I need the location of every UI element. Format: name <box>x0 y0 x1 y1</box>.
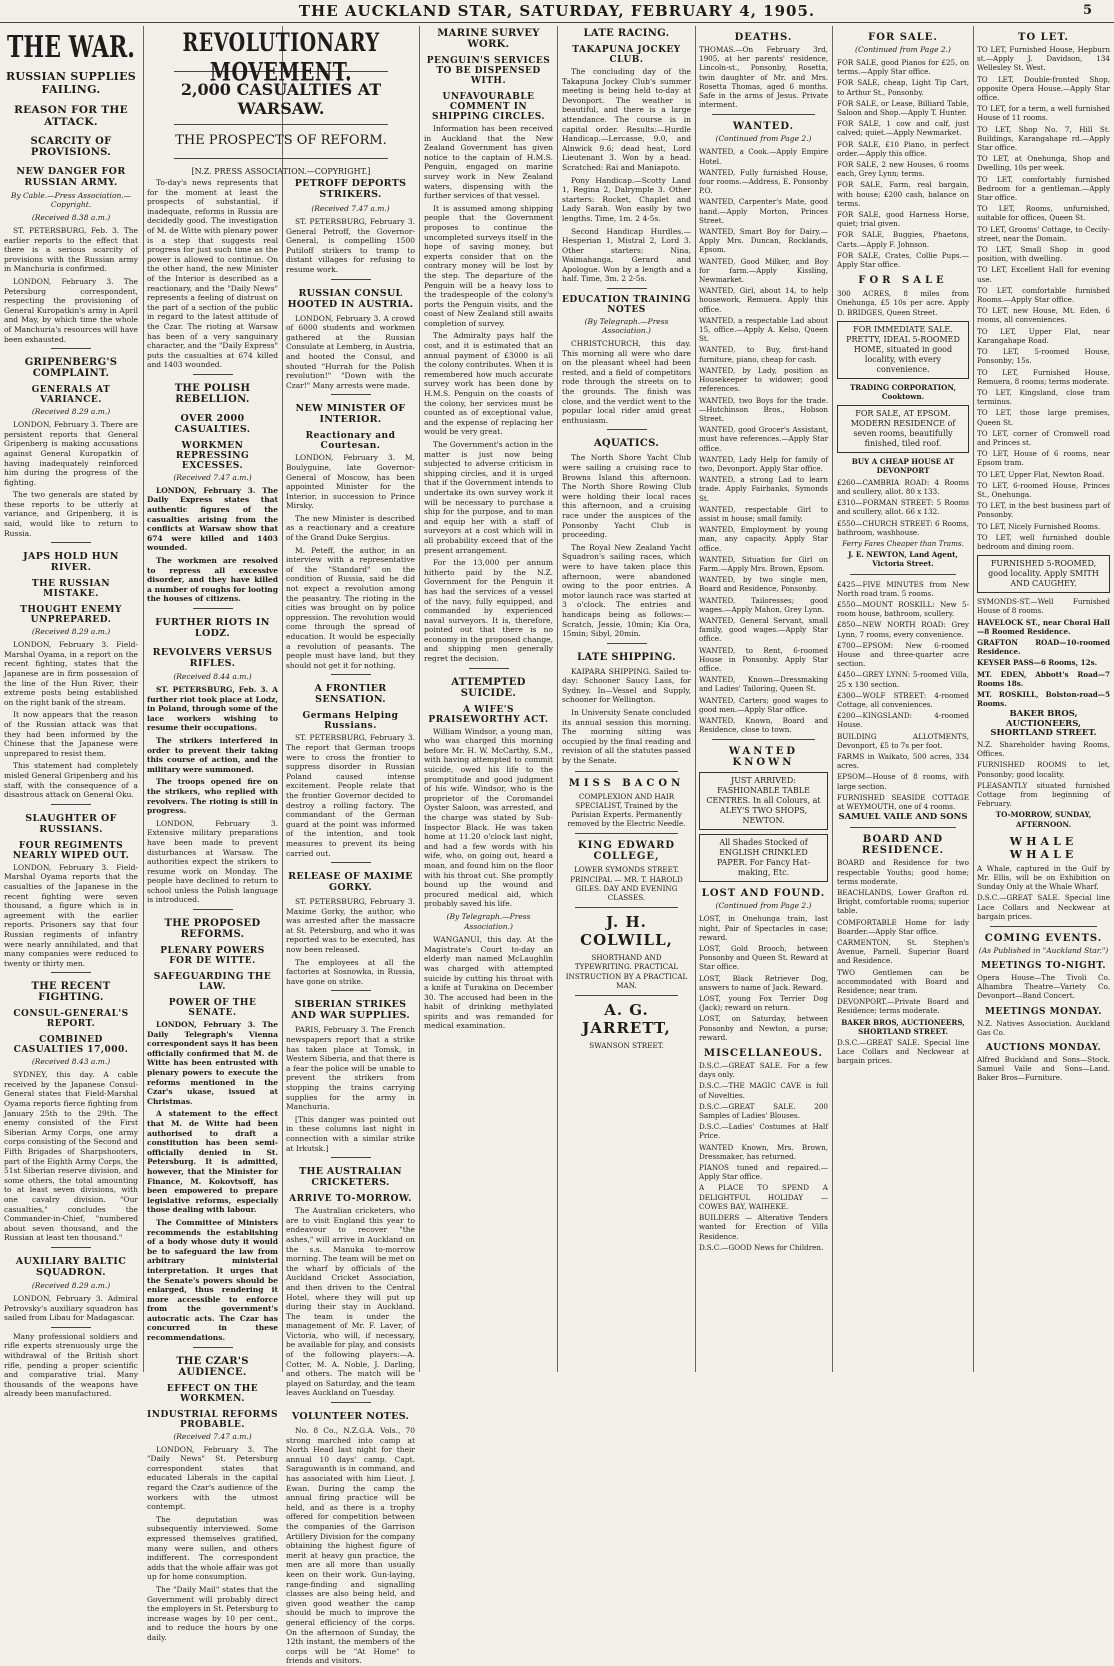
to-let-ad: TO LET, Double-fronted Shop, opposite Opera House.—Apply Star office. <box>977 74 1110 103</box>
wanted-ad: WANTED, Good Milker, and Boy for farm.—Apply Kissling, Newmarket. <box>699 256 828 285</box>
for-sale-ad: FOR SALE, 2 new Houses, 6 rooms each, Grey Lynn; terms. <box>837 160 969 179</box>
section-heading: THE AUSTRALIAN CRICKETERS. <box>299 1166 402 1189</box>
ad-colwill: J. H. COLWILL, <box>580 913 673 950</box>
death-notice: THOMAS.—On February 3rd, 1905, at her parents' residence, Lincoln-st., Ponsonby, Rosetta, twin daughter of Mr. and Mrs. Rosetta Thomas, aged 6 months. Safe in the arms of Jesus. Private interment. <box>699 45 828 110</box>
wanted-ad: WANTED, Smart Boy for Dairy.—Apply Mrs. Duncan, Rocklands, Epsom. <box>699 227 828 255</box>
let-ad: N.Z. Shareholder having Rooms, Offices. <box>977 740 1110 759</box>
ad-text: Alfred Buckland and Sons—Stock. Samuel Vaile and Sons—Land. Baker Bros—Furniture. <box>977 1055 1110 1083</box>
meetings-heading: MEETINGS TO-NIGHT. <box>980 961 1107 972</box>
paragraph: LONDON, February 3. Admiral Petrovsky's auxiliary squadron has sailed from Libau for Madagascar. <box>4 1293 138 1323</box>
for-sale-heading-2: FOR SALE <box>858 275 948 287</box>
for-sale-ad: FOR SALE, Farm, real bargain, with house; £200 cash, balance on terms. <box>837 180 969 208</box>
ad-baker-bros: BAKER BROS, AUCTIONEERS, SHORTLAND STREET. <box>990 709 1097 738</box>
paragraph: The Government's action in the matter is just now being subjected to adverse criticism in shipping circles, and it is urged that if the Government intends to undertake its own survey work it will be necessary to purchase a ship for the purpose, and to man and equip her with a staff of surveyors at a cost which will in all probability exceed that of the present arrangement. <box>424 440 553 555</box>
property-ad: EPSOM—House of 8 rooms, with large section. <box>837 772 969 791</box>
dsc-ad: D.S.C.—THE MAGIC CAVE is full of Novelties. <box>699 1081 828 1100</box>
board-ad: BOARD and Residence for two respectable Youths; good home; terms moderate. <box>837 858 969 886</box>
paragraph: In University Senate concluded its annual session this morning. The morning sitting was occupied by the final reading and revision of all the statutes passed by the Senate. <box>562 708 691 766</box>
paragraph: ST. PETERSBURG, February 3. General Petroff, the Governor-General, is compelling 1500 Putiloff strikers to tramp to distant villages for refusing to resume work. <box>286 217 415 274</box>
ad-dsc: D.S.C.—GREAT SALE. Special line Lace Collars and Neckwear at bargain prices. <box>837 1038 969 1066</box>
subhead: SCARCITY OF PROVISIONS. <box>30 136 112 158</box>
section-heading: LATE RACING. <box>583 28 670 39</box>
wanted-ad: WANTED, a respectable Lad about 15, office.—Apply A. Kelso, Queen St. <box>699 315 828 344</box>
paragraph: It now appears that the reason of the Russian attack was that they had been informed by the Chinese that the Japanese were unprepared to resist them. <box>4 710 138 758</box>
paragraph: LONDON, February 3. Field-Marshal Oyama reports that the casualties of the Japanese in the recent fighting were seven thousand, a figure which is in agreement with the earlier reports. Prisoners say that four Russian regiments of infantry were nearly annihilated, and that many companies were reduced to twenty or thirty men. <box>4 862 138 968</box>
headline-the-war: THE WAR. <box>7 30 135 66</box>
section-heading: RELEASE OF MAXIME GORKY. <box>288 871 413 894</box>
wanted-ad: WANTED, Known, Board and Residence, close to town. <box>699 716 828 735</box>
to-let-ad: TO LET, Rooms, unfurnished, suitable for offices, Queen St. <box>977 204 1110 223</box>
subhead: REASON FOR THE ATTACK. <box>14 104 128 128</box>
section-heading: THE RECENT FIGHTING. <box>31 981 111 1004</box>
paragraph: LONDON, February 3. A crowd of 6000 students and workmen gathered at the Russian Consulate at Lemberg, in Austria, and hooted the Consul, and shouted "Hurrah for the Polish revolution!" "Down with the Czar!" Many arrests were made. <box>286 313 415 390</box>
to-let-heading: TO LET. <box>1018 32 1069 43</box>
for-sale-ad: FOR SALE, good Harness Horse, quiet; trial given. <box>837 210 969 229</box>
ad-vaile: SAMUEL VAILE AND SONS <box>838 812 968 823</box>
ad-text: N.Z. Natives Association. Auckland Gas Co. <box>977 1018 1110 1037</box>
meetings-heading: MEETINGS MONDAY. <box>985 1006 1102 1017</box>
wanted-ad: WANTED, good Grocer's Assistant, must have references.—Apply Star office. <box>699 425 828 453</box>
paragraph: M. Peteff, the author, in an interview with a representative of the "Standard" on the condition of Russia, said he did not expect a revolution among the peasantry. The rioting in the cities was brought on by police oppression. The revolution would come through the spread of education. It would be especially a revolution of peasants. The people must have land, but they should not get it for nothing. <box>286 545 415 670</box>
section-subheading: INDUSTRIAL REFORMS PROBABLE. <box>147 1409 278 1430</box>
section-subheading: SAFEGUARDING THE LAW. <box>153 972 272 993</box>
lost-ad: LOST, young Fox Terrier Dog (Jack); reward on return. <box>699 994 828 1013</box>
to-let-ad: TO LET, well furnished double bedroom and dining room. <box>977 532 1110 551</box>
paragraph: LONDON, February 3. The "Daily News" St. Petersburg correspondent states that educated Liberals in the capital regard the Czar's audience of the workers with the utmost contempt. <box>147 1444 278 1512</box>
ad-text: SYMONDS-ST.—Well Furnished House of 8 rooms. <box>977 597 1110 616</box>
wanted-ad: WANTED, Known—Dressmaking and Ladies' Tailoring, Queen St. <box>699 675 828 694</box>
coming-events-heading: COMING EVENTS. <box>984 933 1103 945</box>
for-sale-ad: FOR SALE, good Pianos for £25, on terms.—Apply Star office. <box>837 58 969 77</box>
ad-text: A Whale, captured in the Gulf by Mr. Ellis, will be on Exhibition on Sunday Only at the Whale Wharf. <box>977 863 1110 892</box>
column-marine-survey <box>424 26 553 1374</box>
ad-text: KEYSER PASS—6 Rooms, 12s. <box>977 658 1098 668</box>
to-let-ad: TO LET, Furnished House, Remuera, 8 rooms; terms moderate. <box>977 367 1110 386</box>
lost-ad: LOST, on Saturday, between Ponsonby and Newton, a purse; reward. <box>699 1014 828 1042</box>
to-let-ad: TO LET, Upper Flat, Newton Road. <box>977 469 1105 479</box>
paragraph: ST. PETERSBURG, Feb. 3. The earlier reports to the effect that there is a serious scarcity of provisions with the Russian army in Manchuria is confirmed. <box>4 226 138 274</box>
to-let-ad: TO LET, 6-roomed House, Princes St., Onehunga. <box>977 480 1110 499</box>
section-heading: EDUCATION TRAINING NOTES <box>562 295 691 316</box>
credit-line: (By Telegraph.—Press Association.) <box>446 911 531 931</box>
paragraph: The Admiralty pays half the cost, and it is estimated that an annual payment of £3000 is all the colony contributes. When it is remembered how much accurate survey work has been done by H.M.S. Penguin on the coasts of the colony, her services must be counted as of exceptional value, and the expense of replacing her would be very great. <box>424 331 553 437</box>
paragraph: ST. PETERSBURG, February 3. Maxime Gorky, the author, who was arrested after the massacre at St. Petersburg, and who it was reported was to be executed, has now been released. <box>286 897 415 955</box>
section-subheading: REVOLVERS VERSUS RIFLES. <box>152 647 273 669</box>
continued-note: (Continued from Page 2.) <box>715 901 812 911</box>
wanted-ad: WANTED, Carpenter's Mate, good hand.—Apply Morton, Princes Street. <box>699 197 828 225</box>
ad-text: HAVELOCK ST., near Choral Hall—8 Roomed Residence. <box>977 617 1110 636</box>
dsc-ad: D.S.C.—Ladies' Costumes at Half Price. <box>699 1122 828 1141</box>
section-heading: THE POLISH REBELLION. <box>174 382 251 405</box>
paragraph: Many professional soldiers and rifle experts strenuously urge the withdrawal of the British short rifle, pending a proper scientific and comparative trial. Many thousands of the weapons have already been manufactured. <box>4 1331 138 1399</box>
to-let-ad: TO LET, new House, Mt. Eden, 6 rooms, all conveniences. <box>977 306 1110 325</box>
paragraph: For the 13,000 per annum hitherto paid by the N.Z. Government for the Penguin it has had the services of a vessel of the navy, fully equipped, and commanded by experienced naval surveyors. It is, therefore, pointed out that there is no economy in the proposed change, and shipping men generally regret the decision. <box>424 558 553 664</box>
to-let-ad: TO LET, Small Shop in good position, with dwelling. <box>977 245 1110 264</box>
section-subheading: THE RUSSIAN MISTAKE. <box>31 579 111 600</box>
let-ad: FURNISHED ROOMS to let, Ponsonby; good locality. <box>977 760 1110 779</box>
ad-text: SHORTHAND AND TYPEWRITING. PRACTICAL INSTRUCTION BY A PRACTICAL MAN. <box>565 953 688 990</box>
property-ad: FURNISHED SEASIDE COTTAGE at WEYMOUTH, one of 4 rooms. <box>837 792 969 811</box>
property-ad: £425—FIVE MINUTES from New North road tram. 5 rooms. <box>837 579 969 598</box>
lost-ad: LOST, in Onehunga train, last night, Pair of Spectacles in case; reward. <box>699 914 828 942</box>
section-subheading: GENERALS AT VARIANCE. <box>31 385 111 406</box>
to-let-ad: TO LET, Nicely Furnished Rooms. <box>977 521 1101 531</box>
paragraph: Second Handicap Hurdles.—Hesperian 1, Mistral 2, Lord 3. Other starters: Nina, Waimahanga, Gerard and Apologue. Won by a length and a half. Time, 3m. 2 2-5s. <box>562 226 691 284</box>
continued-note: (Continued from Page 2.) <box>855 45 951 54</box>
wanted-list <box>699 147 828 734</box>
property-ad: £300—WOLF STREET: 4-roomed Cottage, all conveniences. <box>837 690 969 709</box>
ad-text: SWANSON STREET. <box>589 1041 664 1051</box>
to-let-ad: TO LET, at Onehunga, Shop and Dwelling, 10s per week. <box>977 154 1110 173</box>
misc-let-list <box>977 740 1110 808</box>
to-let-ad: TO LET, Excellent Hall for evening use. <box>977 265 1110 284</box>
price-list <box>837 478 969 537</box>
lost-list <box>699 914 828 1042</box>
paragraph: The two generals are stated by these reports to be utterly at variance, and Gripenberg, it is said, would like to return to Russia. <box>4 490 138 538</box>
auctions-heading: AUCTIONS MONDAY. <box>985 1043 1102 1054</box>
to-let-ad: TO LET, Upper Flat, near Karangahape Road. <box>977 326 1110 345</box>
deaths-heading: DEATHS. <box>734 32 793 43</box>
ad-devonport: BUY A CHEAP HOUSE AT DEVONPORT <box>851 457 955 476</box>
misc-ad: PIANOS tuned and repaired.—Apply Star office. <box>699 1163 828 1182</box>
page-number: 5 <box>1082 3 1092 18</box>
section-heading: NEW MINISTER OF INTERIOR. <box>295 403 406 426</box>
ad-aley: JUST ARRIVED: FASHIONABLE TABLE CENTRES. In all Colours, at ALEY'S TWO SHOPS, NEWTON. <box>699 772 828 830</box>
let-ad: PLEASANTLY situated furnished Cottage from beginning of February. <box>977 780 1110 809</box>
section-subheading: A WIFE'S PRAISEWORTHY ACT. <box>428 704 549 725</box>
misc-ad: WANTED Known, Mrs. Brown, Dressmaker, has returned. <box>699 1142 828 1161</box>
paragraph: William Windsor, a young man, who was charged this morning before Mr. H. W. McCarthy, S.M., with having attempted to commit suicide, owed his life to the promptitude and good judgment of his wife. Windsor, who is the proprietor of the Coromandel Oyster Saloon, was arrested, and the charge was stated by Sub-Inspector Black. He was taken home at 11.20 o'clock last night, and had a few words with his wife, who, on going out, heard a moan, and found him on the floor with his throat cut. She promptly bound up the wound and procured medical aid, which probably saved his life. <box>424 726 553 909</box>
misc-heading: MISCELLANEOUS. <box>704 1048 823 1060</box>
board-list <box>837 858 969 1015</box>
paragraph: WANGANUI, this day. At the Magistrate's Court to-day an elderly man named McLaughlin was charged with attempted suicide by cutting his throat with a knife at Turakina on December 30. The accused had been in the habit of drinking methylated spirits and was remanded for medical examination. <box>424 935 553 1031</box>
ad-text: MT. EDEN, Abbott's Road—7 Rooms 18s. <box>977 669 1110 688</box>
section-heading: PETROFF DEPORTS STRIKERS. <box>294 178 407 200</box>
wanted-ad: WANTED, Carters; good wages to good men.—Apply Star office. <box>699 695 828 714</box>
section-subheading: UNFAVOURABLE COMMENT IN SHIPPING CIRCLES. <box>431 92 546 122</box>
column-petroff <box>286 178 415 1666</box>
credit-line: By Cable.—Press Association.—Copyright. <box>10 191 132 209</box>
property-ad: BUILDING ALLOTMENTS, Devonport, £5 to 7s per foot. <box>837 731 969 750</box>
paragraph: This statement had completely misled General Gripenberg and his staff, with the consequence of a disastrous attack on General Oku. <box>4 761 138 800</box>
misc-list <box>699 1143 828 1252</box>
section-subheading: POWER OF THE SENATE. <box>168 998 257 1019</box>
price-ad: £310—FORMAN STREET: 5 Rooms and scullery, allot. 66 x 132. <box>837 498 969 517</box>
lost-ad: LOST, Gold Brooch, between Ponsonby and Queen St. Reward at Star office. <box>699 944 828 972</box>
paragraph: Information has been received in Auckland that the New Zealand Government has given notice to the captain of H.M.S. Penguin, engaged on marine survey work in New Zealand waters, dispensing with the further services of that vessel. <box>424 124 553 201</box>
for-sale-ad: FOR SALE, 1 cow and calf, just calved; quiet.—Apply Newmarket. <box>837 119 969 138</box>
paragraph: The Australian cricketers, who are to visit England this year to endeavour to recover "the ashes," will arrive in Auckland on the s.s. Manuka to-morrow morning. The team will be met on the wharf by officials of the Auckland Cricket Association, and then driven to the Central Hotel, where they will put up during their stay in Auckland. The team is under the management of Mr. F. Laver, of Victoria, who will, if necessary, be available for play, and consists of the following players:—A. Cotter, M. A. Noble, J. Darling, and others. The match will be played on Saturday, and the team leaves Auckland on Tuesday. <box>286 1206 415 1398</box>
to-let-ad: TO LET, Furnished House, Hepburn st.—Apply J. Davidson, 134 Wellesley St. West. <box>977 45 1110 73</box>
section-heading: RUSSIAN CONSUL HOOTED IN AUSTRIA. <box>287 287 414 310</box>
paragraph: The workmen are resolved to repress all excessive disorder, and they have killed a number of roughs for looting the houses of citizens. <box>147 556 278 604</box>
received-time: (Received 8.29 a.m.) <box>31 627 111 637</box>
board-ad: TWO Gentlemen can be accommodated with Board and Residence; near tram. <box>837 967 969 996</box>
property-ad: £850—NEW NORTH ROAD: Grey Lynn, 7 rooms, every convenience. <box>837 620 969 639</box>
paragraph: LONDON, February 3. The Daily Express states that authentic figures of the casualties arising from the conflicts at Warsaw show that 674 were killed and 1403 wounded. <box>147 485 278 553</box>
wanted-ad: WANTED, Employment by young man, any capacity. Apply Star office. <box>699 525 828 553</box>
to-let-ad: TO LET, Grooms' Cottage, to Cecily-street, near the Domain. <box>977 224 1110 243</box>
property-ad: £550—MOUNT ROSKILL: New 5-room house, bathroom, scullery. <box>837 599 969 619</box>
for-sale-ad: FOR SALE, Buggies, Phaetons, Carts.—Apply F. Johnson. <box>837 230 969 249</box>
section-subheading: THOUGHT ENEMY UNPREPARED. <box>20 605 122 626</box>
paragraph: The strikers interfered in order to prevent their taking this course of action, and the military were summoned. <box>147 735 278 774</box>
misc-ad: D.S.C.—GOOD News for Children. <box>699 1242 824 1252</box>
section-heading: VOLUNTEER NOTES. <box>291 1411 410 1423</box>
received-time: (Received 8.29 a.m.) <box>31 407 111 417</box>
ad-tomorrow: TO-MORROW, SUNDAY, AFTERNOON. <box>995 810 1092 829</box>
ad-whale: WHALE WHALE <box>1009 834 1078 861</box>
section-subheading: CONSUL-GENERAL'S REPORT. <box>13 1009 129 1030</box>
wanted-ad: WANTED, a strong Lad to learn trade. Apply Fairbanks, Symonds St. <box>699 475 828 503</box>
ad-text: Opera House—The Tivoli Co. Alhambra Theatre—Variety Co. Devonport—Band Concert. <box>977 973 1110 1001</box>
price-ad: £260—CAMBRIA ROAD: 4 Rooms and scullery, allot. 80 x 133. <box>837 477 969 496</box>
coming-events-sub: (As Published in "Auckland Star.") <box>978 946 1109 956</box>
paragraph: To-day's news represents that for the moment at least the prospects of substantial, if inadequate, reforms in Russia are decidedly good. The investigation of M. de Witte with plenary power is a step that suggests real progress for just such time as the power is allowed to continue. On the other hand, the new Minister of the Interior is described as a reactionary, and the "Daily News" represents a feeling of distrust on the part of a section of the public in regard to the latest attitude of the Czar. The rioting at Warsaw has been of a very sanguinary character, and the "Daily Express" puts the casualties at 674 killed and 1403 wounded. <box>147 178 278 370</box>
paragraph: The employees at all the factories at Sosnowka, in Russia, have gone on strike. <box>286 957 415 986</box>
paragraph: [This danger was pointed out in these columns last night in connection with a similar strike at Irkutsk.] <box>286 1114 415 1153</box>
section-subheading: FOUR REGIMENTS NEARLY WIPED OUT. <box>12 840 130 861</box>
property-ad: £200—KINGSLAND: 4-roomed House. <box>837 711 969 730</box>
article-body <box>4 226 138 344</box>
to-let-ad: TO LET, for a term, a well furnished House of 11 rooms. <box>977 104 1110 123</box>
section-heading: JAPS HOLD HUN RIVER. <box>23 551 119 574</box>
revolution-body-a <box>147 178 278 1642</box>
ad-jarrett: A. G. JARRETT, <box>582 1001 671 1038</box>
to-let-ad: TO LET, House of 6 rooms, near Epsom tram. <box>977 449 1110 468</box>
misc-ad: BUILDERS — Alterative Tenders wanted for Erection of Villa Residence. <box>699 1213 828 1241</box>
section-heading: MARINE SURVEY WORK. <box>437 28 540 50</box>
section-subheading: OVER 2000 CASUALTIES. <box>174 412 251 435</box>
section-heading: LATE SHIPPING. <box>577 651 676 663</box>
wanted-ad: WANTED, Girl, about 14, to help housework, Remuera. Apply this office. <box>699 286 828 314</box>
received-time: (Received 8.43 a.m.) <box>31 1057 111 1067</box>
section-subheading: PLENARY POWERS FOR DE WITTE. <box>160 946 265 967</box>
received-time: (Received 8.44 a.m.) <box>173 672 252 681</box>
credit-line: (By Telegraph.—Press Association.) <box>584 317 669 336</box>
paragraph: PARIS, February 3. The French newspapers report that a strike has taken place at Tomsk, in Western Siberia, and that there is a fear the police will be unable to prevent the strikers from stopping the trains carrying supplies for the army in Manchuria. <box>286 1025 415 1112</box>
section-heading: GRIPENBERG'S COMPLAINT. <box>24 357 118 380</box>
for-sale-list <box>837 58 969 269</box>
wanted-ad: WANTED, Situation for Girl on Farm.—Apply Mrs. Brown, Epsom. <box>699 554 828 573</box>
section-subheading: PENGUIN'S SERVICES TO BE DISPENSED WITH. <box>426 56 551 86</box>
ad-king-edward-college: KING EDWARD COLLEGE, <box>577 840 676 863</box>
received-time: (Received 8.38 a.m.) <box>31 213 111 222</box>
dsc-ad: D.S.C.—GREAT SALE. For a few days only. <box>699 1061 828 1080</box>
to-let-list <box>977 45 1110 551</box>
paragraph: KAIPARA SHIPPING. Sailed to-day: Schooner Saucy Lass, for Sydney. In—Vessel and Supply, schooner for Wellington. <box>562 666 691 705</box>
masthead-title: THE AUCKLAND STAR, SATURDAY, FEBRUARY 4, 1905. <box>298 2 816 20</box>
paragraph: ST. PETERSBURG, Feb. 3. A further riot took place at Lodz, in Poland, through some of the lace workers wishing to resume their occupations. <box>147 685 278 733</box>
wanted-ad: WANTED, to Buy, first-hand furniture, piano, cheap for cash. <box>699 345 828 364</box>
received-time: (Received 7.47 a.m.) <box>173 472 252 482</box>
paragraph: The North Shore Yacht Club were sailing a cruising race to Browns Island this afternoon. The North Shore Rowing Club were holding their local races this afternoon, and a cruising race under the auspices of the Ponsonby Yacht Club is proceeding. <box>562 453 691 540</box>
ad-epsom-residence: FOR SALE, AT EPSOM. MODERN RESIDENCE of seven rooms, beautifully finished, tiled roof. <box>837 405 969 453</box>
section-heading: AQUATICS. <box>593 438 660 450</box>
paragraph: The "Daily Mail" states that the Government will probably direct the employers in St. Petersburg to increase wages by 10 per cent., and to reduce the hours by one daily. <box>147 1584 278 1642</box>
paragraph: No. 8 Co., N.Z.G.A. Vols., 70 strong marched into camp at North Head last night for their annual 10 days' camp. Capt. Saraguwanth is in command, and has associated with him Lieut. J. Ewan. During the camp the annual firing practice will be held, and as there is a trophy offered for competition between the companies of the Garrison Artillery Division for the company obtaining the highest figure of merit at heavy gun practice, the men are all more than usually keen on their work. Gun-laying, range-finding and signalling classes are also being held, and given good weather the camp should be much to improve the general efficiency of the corps. On the afternoon of Sunday, the 12th instant, the members of the corps will be "At Home" to friends and visitors. <box>286 1426 415 1666</box>
section-subheading: WORKMEN REPRESSING EXCESSES. <box>175 440 250 471</box>
lost-ad: LOST, Black Retriever Dog, answers to name of Jack. Reward. <box>699 973 828 992</box>
section-subheading: EFFECT ON THE WORKMEN. <box>166 1383 259 1404</box>
board-ad: CARMENTON, St. Stephen's Avenue, Parnell. Superior Board and Residence. <box>837 938 969 966</box>
section-heading: A FRONTIER SENSATION. <box>314 683 387 706</box>
misc-ad: A PLACE TO SPEND A DELIGHTFUL HOLIDAY — COWES BAY, WAIHEKE. <box>699 1183 828 1211</box>
ad-text: 300 ACRES, 8 miles from Onehunga, £5 10s per acre. Apply D. BRIDGES, Queen Street. <box>837 289 969 317</box>
section-subheading: Reactionary and Courtesan. <box>305 431 396 452</box>
to-let-ad: TO LET, Kingsland, close tram terminus. <box>977 387 1110 407</box>
to-let-ad: TO LET, comfortable furnished Rooms.—Apply Star office. <box>977 285 1110 305</box>
to-let-ad: TO LET, in the best business part of Ponsonby. <box>977 501 1110 520</box>
lost-found-heading: LOST AND FOUND. <box>701 888 826 900</box>
to-let-ad: TO LET, corner of Cromwell road and Princes st. <box>977 428 1110 447</box>
section-subheading: TAKAPUNA JOCKEY CLUB. <box>572 45 681 65</box>
headline-revolutionary-movement: REVOLUTIONARY MOVEMENT. <box>182 28 380 88</box>
for-sale-ad: FOR SALE, Crates, Collie Pups.—Apply Star office. <box>837 250 969 270</box>
paragraph: LONDON, February 3. Extensive military preparations have been made to prevent disturbances at Warsaw. The authorities expect the strikers to resume work on Monday. The people have declined to return to school unless the Polish language is introduced. <box>147 818 278 905</box>
column-to-let <box>977 26 1110 1374</box>
section-heading: THE CZAR'S AUDIENCE. <box>176 1355 249 1378</box>
section-subheading: ARRIVE TO-MORROW. <box>289 1194 412 1205</box>
credit-line: [N.Z. PRESS ASSOCIATION.—COPYRIGHT.] <box>191 167 371 176</box>
to-let-ad: TO LET, Shop No. 7, Hill St. Buildings, Karangahape rd.—Apply Star office. <box>977 124 1110 153</box>
received-time: (Received 7.47 a.m.) <box>173 1431 252 1441</box>
wanted-ad: WANTED, Tailoresses; good wages.—Apply Mahon, Grey Lynn. <box>699 595 828 614</box>
received-time: (Received 7.47 a.m.) <box>311 204 390 213</box>
wanted-ad: WANTED, two Boys for the trade.—Hutchinson Bros., Hobson Street. <box>699 395 828 423</box>
ad-text: COMPLEXION AND HAIR SPECIALIST, Trained by the Parisian Experts. Permanently removed by the Electric Needle. <box>567 791 686 829</box>
wanted-ad: WANTED, General Servant, small family, good wages.—Apply Star office. <box>699 615 828 644</box>
headline-casualties: 2,000 CASUALTIES AT WARSAW. <box>180 80 382 118</box>
dsc-list <box>699 1061 828 1141</box>
ad-furnished: FURNISHED 5-ROOMED, good locality. Apply SMITH AND CAUGHEY. <box>977 555 1110 593</box>
ad-text: GRAFTON ROAD—10-roomed Residence. <box>977 637 1110 657</box>
wanted-heading: WANTED. <box>732 121 795 133</box>
paragraph: The troops opened fire on the strikers, who replied with revolvers. The rioting is still in progress. <box>147 777 278 816</box>
property-ad: FARMS in Waikato, 500 acres, 334 acres. <box>837 751 969 771</box>
subhead: RUSSIAN SUPPLIES FAILING. <box>5 70 137 96</box>
section-heading: AUXILIARY BALTIC SQUADRON. <box>15 1255 127 1278</box>
paragraph: A statement to the effect that M. de Witte had been authorised to draft a constitution has been semi-officially denied in St. Petersburg. It is admitted, however, that the Minister for Finance, M. Kokovtsoff, has been empowered to prepare legislative reforms, especially those dealing with labour. <box>147 1109 278 1215</box>
paragraph: The new Minister is described as a reactionary and a creature of the Grand Duke Sergius. <box>286 513 415 543</box>
masthead <box>0 0 1114 23</box>
ad-dsc: D.S.C.—GREAT SALE. Special line Lace Collars and Neckwear at bargain prices. <box>977 893 1110 921</box>
section-heading: THE PROPOSED REFORMS. <box>164 918 261 941</box>
wanted-ad: WANTED, to Rent, 6-roomed House in Ponsonby. Apply Star office. <box>699 645 828 673</box>
board-heading: BOARD AND RESIDENCE. <box>861 834 945 857</box>
subhead: NEW DANGER FOR RUSSIAN ARMY. <box>16 166 126 188</box>
section-heading: ATTEMPTED SUICIDE. <box>451 676 526 699</box>
column-war <box>4 26 138 1399</box>
wanted-ad: WANTED, a Cook.—Apply Empire Hotel. <box>699 147 828 166</box>
ad-text: TRADING CORPORATION, Cooktown. <box>849 382 957 402</box>
headline-prospects: THE PROSPECTS OF REFORM. <box>175 133 387 148</box>
ad-baker-bros: BAKER BROS, AUCTIONEERS, SHORTLAND STREET. <box>841 1017 965 1036</box>
wanted-known-heading: WANTED KNOWN <box>728 746 799 769</box>
received-time: (Received 8.29 a.m.) <box>31 1280 111 1290</box>
ad-text: MT. ROSKILL, Bolston-road—5 Rooms. <box>977 689 1110 709</box>
property-ad: £450—GREY LYNN: 5-roomed Villa, 25 x 130 section. <box>837 670 969 689</box>
for-sale-ad: FOR SALE, cheap, Light Tip Cart, to Arthur St., Ponsonby. <box>837 78 969 97</box>
price-ad: £550—CHURCH STREET: 6 Rooms, bathroom, washhouse. <box>837 518 969 537</box>
wanted-ad: WANTED, by two single men, Board and Residence, Ponsonby. <box>699 575 828 594</box>
ad-newton: J. E. NEWTON, Land Agent, Victoria Street. <box>848 550 958 569</box>
wanted-ad: WANTED, by Lady, position as Housekeeper to widower; good references. <box>699 365 828 394</box>
paragraph: SYDNEY, this day. A cable received by the Japanese Consul-General states that Field-Marshal Oyama reports fierce fighting from January 25th to the 29th. The enemy consisted of the First Siberian Army Corps, one army corps consisting of the Second and Fifth Brigades of Sharpshooters, part of the Eighth Army Corps, the 51st Siberian reserve division, and some others, the total amounting to at least seven divisions, with one cavalry division. "Our casualties," concludes the Commander-in-Chief, "numbered about seven thousand, and the Russian at least ten thousand." <box>4 1070 138 1243</box>
property-list <box>837 580 969 812</box>
paragraph: Pony Handicap.—Scotty Land 1, Regina 2, Dalrymple 3. Other starters: Rocket, Chaplet and Lady Sarah. Won easily by two lengths. Time, 1m. 2 4-5s. <box>562 175 691 223</box>
paragraph: LONDON, February 3. There are persistent reports that General Gripenberg is making accusations against General Kuropatkin of having inadequately reinforced him during the progress of the fighting. <box>4 420 138 487</box>
for-sale-ad: FOR SALE, or Lease, Billiard Table, Saloon and Shop.—Apply T. Hunter. <box>837 98 969 118</box>
for-sale-ad: FOR SALE, £10 Piano, in perfect order.—Apply this office. <box>837 139 969 158</box>
section-heading: SIBERIAN STRIKES AND WAR SUPPLIES. <box>291 999 410 1022</box>
wanted-ad: WANTED, Fully furnished House, four rooms.—Address, E. Ponsonby P.O. <box>699 167 828 196</box>
ad-miss-bacon: MISS BACON <box>568 777 685 789</box>
board-ad: BEACHLANDS, Lower Grafton rd. Bright, comfortable rooms; superior table. <box>837 888 969 916</box>
to-let-ad: TO LET, those large premises, Queen St. <box>977 408 1110 427</box>
paragraph: The deputation was subsequently interviewed. Some expressed themselves gratified, many were sullen, and others indifferent. The correspondent adds that the whole affair was got up for home consumption. <box>147 1514 278 1582</box>
wanted-ad: WANTED, respectable Girl to assist in house; small family. <box>699 504 828 523</box>
ad-text: Ferry Fares Cheaper than Trams. <box>842 538 964 548</box>
paragraph: CHRISTCHURCH, this day. This morning all were who dare on the pleasant wheel had been rested, and a field of competitors rode through the streets on to the grounds. The finish was close, and the verdict went to the popular local rider amid great enthusiasm. <box>562 339 691 425</box>
dsc-ad: D.S.C.—GREAT SALE. 200 Samples of Ladies' Blouses. <box>699 1101 828 1121</box>
paragraph: The Royal New Zealand Yacht Squadron's sailing races, which were to have taken place this afternoon, were abandoned owing to the poor entries. A motor launch race was started at 3 o'clock. The entries and handicaps being as follows:—Scratch, Jessie, 10min; Kia Ora, 15min; Sibyl, 20min. <box>562 542 691 639</box>
paragraph: LONDON, February 3. Field-Marshal Oyama, in a report on the recent fighting, states that the Japanese are in firm possession of the line of the Hun River, their extreme posts being established on the right bank of the stream. <box>4 640 138 707</box>
paragraph: The Committee of Ministers recommends the establishing of a body whose duty it would be to safeguard the law from arbitrary ministerial interpretation. It urges that the Senate's powers should be enlarged, thus rendering it more accessible to enforce from the government's autocratic acts. The Czar has concurred in these recommendations. <box>147 1217 278 1343</box>
property-ad: £700—EPSOM: New 6-roomed House and three-quarter acre section. <box>837 640 969 669</box>
continued-note: (Continued from Page 2.) <box>715 134 812 144</box>
section-heading: FURTHER RIOTS IN LODZ. <box>155 617 270 639</box>
board-ad: COMFORTABLE Home for lady Boarder.—Apply Star office. <box>837 917 969 936</box>
revolution-header <box>147 28 415 184</box>
to-let-ad: TO LET, 5-roomed House, Ponsonby; 15s. <box>977 347 1110 366</box>
board-ad: DEVONPORT.—Private Board and Residence; terms moderate. <box>837 997 969 1016</box>
section-subheading: COMBINED CASUALTIES 17,000. <box>13 1035 129 1056</box>
paragraph: It is assumed among shipping people that the Government proposes to continue the uncompleted surveys itself in the hope of saving money, but experts consider that on the contrary money will be lost by the step. The departure of the Penguin will be a heavy loss to the tradespeople of the colony's ports the Penguin visits, and the coast of New Zealand still awaits completion of survey. <box>424 203 553 328</box>
column-late-racing <box>562 26 691 1374</box>
for-sale-heading: FOR SALE. <box>868 32 938 43</box>
ad-immediate-sale: FOR IMMEDIATE SALE. PRETTY, IDEAL 5-ROOMED HOME, situated in good locality, with every convenience. <box>837 321 969 379</box>
column-classifieds-wanted <box>699 26 828 1374</box>
paragraph: ST. PETERSBURG, February 3. The report that German troops were to cross the frontier to suppress disorder in Russian Poland caused intense excitement. People relate that the frontier Governor decided to destroy a rolling factory. The commandant of the German guard at the point was informed of the intention, and took measures to prevent its being carried out. <box>286 733 415 858</box>
section-heading: SLAUGHTER OF RUSSIANS. <box>25 812 117 835</box>
ad-crinkled-paper: All Shades Stocked of ENGLISH CRINKLED PAPER. For Fancy Hat-making, Etc. <box>699 834 828 882</box>
column-for-sale <box>837 26 969 1374</box>
paragraph: LONDON, February 3. M. Boulyguine, late Governor-General of Moscow, has been appointed Minister for the Interior, in succession to Prince Mirsky. <box>286 453 415 511</box>
to-let-ad: TO LET, comfortably furnished Bedroom for a gentleman.—Apply Star office. <box>977 174 1110 203</box>
paragraph: The concluding day of the Takapuna Jockey Club's summer meeting is being held to-day at Devonport. The weather is beautiful, and there is a large attendance. The course is in capital order. Results:—Hurdle Handicap.—Lercasse, 9.0, and Alnwick 9.6; dead heat, Lord Lieutenant 3. Won by a head. Scratched: Rai and Maniapoto. <box>562 67 691 172</box>
paragraph: LONDON, February 3. The Daily Telegraph's Vienna correspondent says it has been officially confirmed that M. de Witte has been entrusted with plenary powers to execute the reforms mentioned in the Czar's ukase, issued at Christmas. <box>147 1020 278 1106</box>
ad-text: LOWER SYMONDS STREET. PRINCIPAL — MR. T. HAROLD GILES. DAY AND EVENING CLASSES. <box>570 865 683 903</box>
section-subheading: Germans Helping Russians. <box>302 711 399 732</box>
paragraph: LONDON, February 3. The Petersburg correspondent, respecting the provisioning of General Kuropatkin's army in April and May, by which time the whole of Manchuria's resources will have been exhausted. <box>4 276 138 344</box>
wanted-ad: WANTED, Lady Help for family of two, Devonport. Apply Star office. <box>699 454 828 473</box>
